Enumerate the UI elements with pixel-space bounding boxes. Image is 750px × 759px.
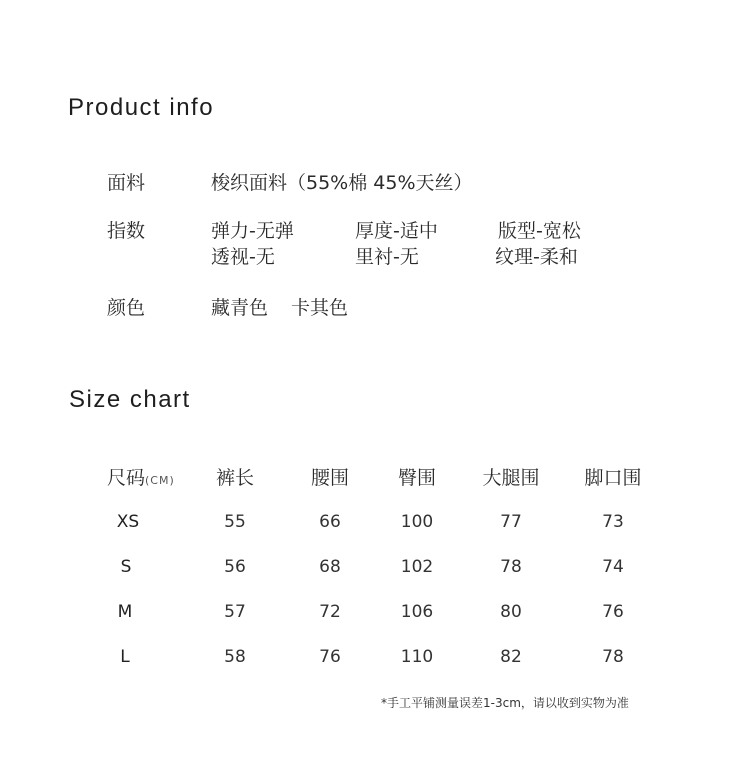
table-cell: 82	[500, 647, 522, 667]
table-cell: 58	[224, 647, 246, 667]
table-cell: 77	[500, 512, 522, 532]
header-length: 裤长	[215, 467, 254, 489]
table-cell: 55	[224, 512, 246, 532]
index-label: 指数	[107, 220, 146, 242]
table-cell: 73	[602, 512, 624, 532]
table-cell: 66	[319, 512, 341, 532]
header-leg-opening: 脚口围	[584, 467, 642, 489]
size-s: S	[120, 557, 132, 577]
index-elasticity: 弹力-无弹	[211, 220, 294, 242]
table-cell: 76	[319, 647, 341, 667]
table-cell: 74	[602, 557, 624, 577]
header-waist: 腰围	[310, 467, 349, 489]
size-header-label: 尺码	[107, 467, 146, 489]
table-cell: 76	[602, 602, 624, 622]
size-header-unit: (CM)	[145, 474, 175, 487]
index-transparency: 透视-无	[211, 246, 275, 268]
size-m: M	[117, 602, 133, 622]
size-header	[107, 463, 175, 490]
table-cell: 72	[319, 602, 341, 622]
table-cell: 106	[400, 602, 434, 622]
product-info-title: Product info	[68, 94, 215, 121]
color-navy: 藏青色	[211, 297, 269, 319]
table-cell: 78	[500, 557, 522, 577]
size-l: L	[120, 647, 130, 667]
color-khaki: 卡其色	[291, 297, 349, 319]
size-chart-title: Size chart	[69, 386, 191, 413]
index-thickness: 厚度-适中	[355, 220, 438, 242]
fabric-value: 梭织面料（55%棉 45%天丝）	[211, 172, 473, 194]
table-cell: 68	[319, 557, 341, 577]
index-fit: 版型-宽松	[498, 220, 581, 242]
table-cell: 78	[602, 647, 624, 667]
color-label: 颜色	[107, 297, 146, 319]
table-cell: 80	[500, 602, 522, 622]
table-cell: 110	[400, 647, 434, 667]
index-texture: 纹理-柔和	[495, 246, 578, 268]
header-thigh: 大腿围	[482, 467, 540, 489]
header-hip: 臀围	[397, 467, 436, 489]
measurement-note: *手工平铺测量误差1-3cm，请以收到实物为准	[381, 696, 629, 710]
fabric-label: 面料	[107, 172, 146, 194]
table-cell: 57	[224, 602, 246, 622]
size-xs: XS	[116, 512, 140, 532]
index-lining: 里衬-无	[355, 246, 419, 268]
table-cell: 100	[400, 512, 434, 532]
table-cell: 102	[400, 557, 434, 577]
table-cell: 56	[224, 557, 246, 577]
